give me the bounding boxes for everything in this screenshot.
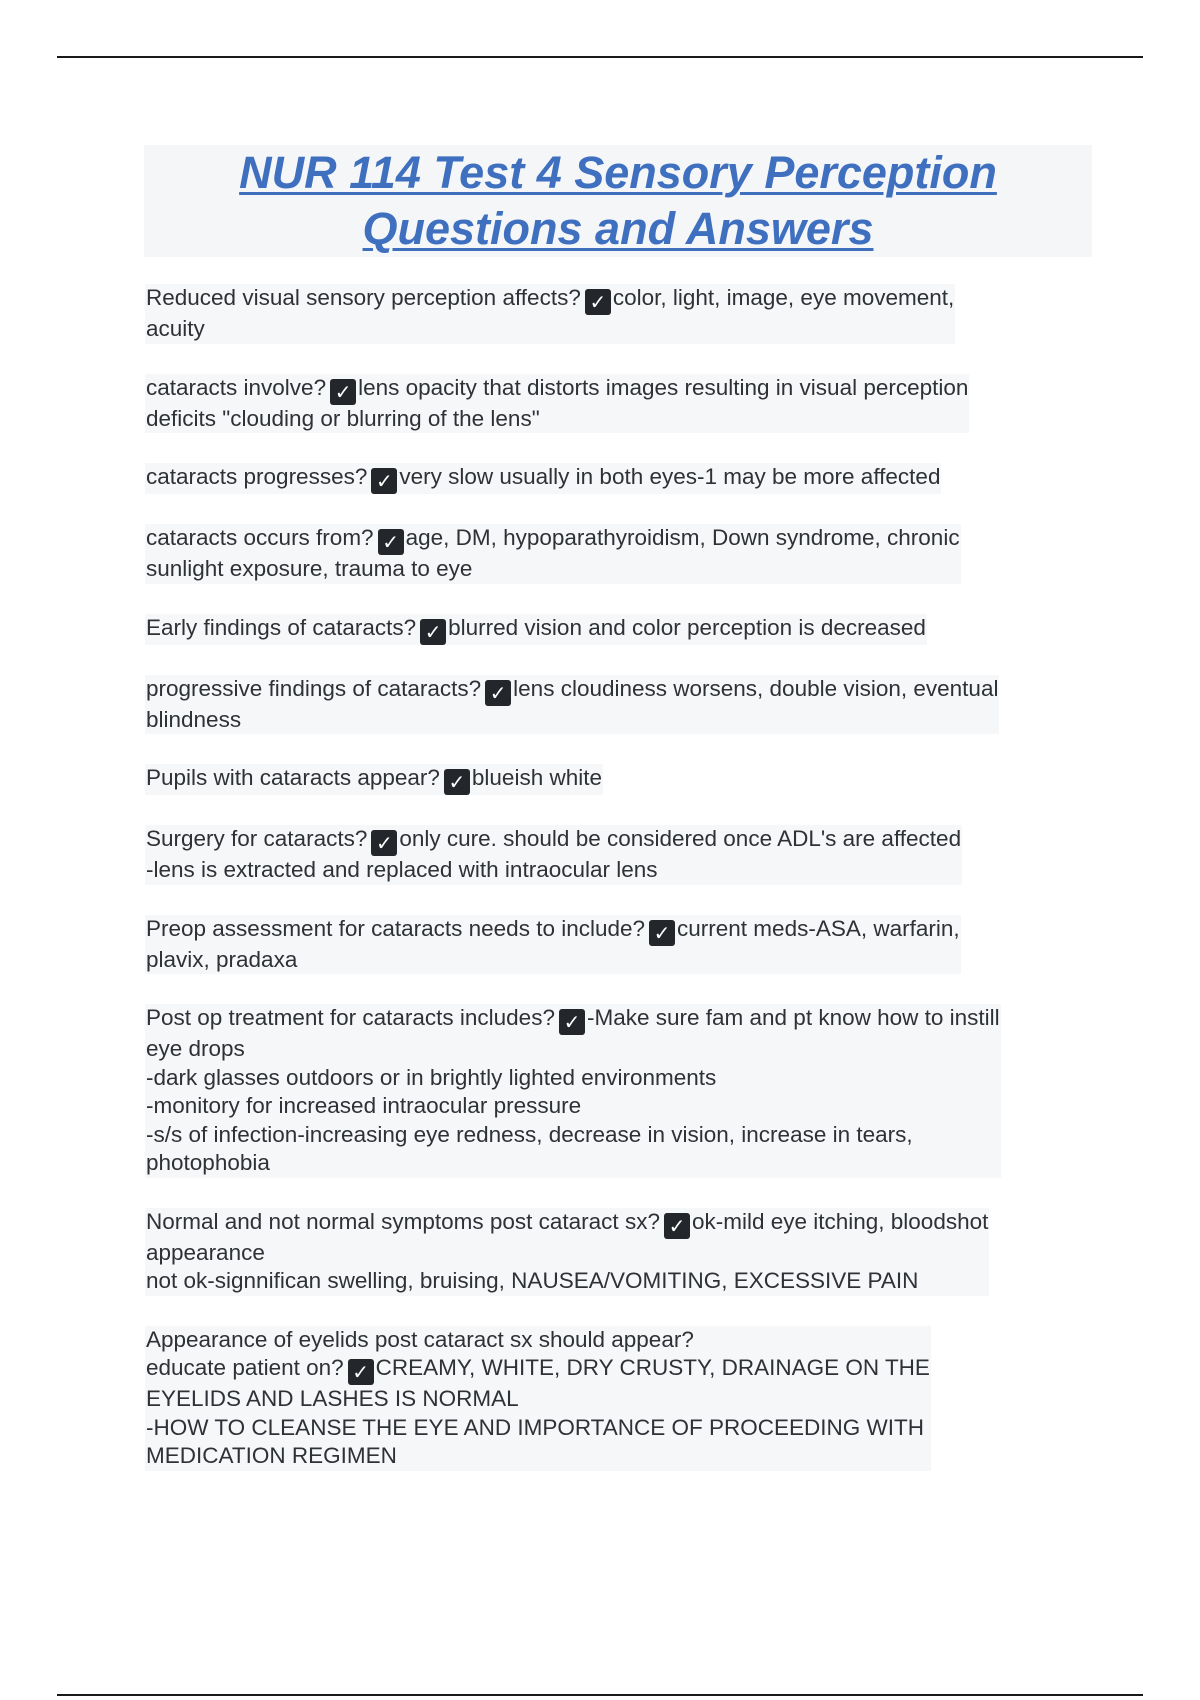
answer-line: MEDICATION REGIMEN	[146, 1443, 397, 1468]
document-title	[144, 145, 1092, 257]
question-text: cataracts progresses?	[146, 464, 368, 489]
answer-line: blindness	[146, 706, 242, 732]
question-text: cataracts involve?	[146, 374, 327, 400]
question-text: progressive findings of cataracts?	[146, 675, 482, 701]
qa-first-line	[146, 1208, 988, 1239]
check-box-icon: ✓	[585, 289, 611, 315]
answer-line: acuity	[146, 316, 205, 341]
question-text: Normal and not normal symptoms post cataract sx?	[146, 1208, 660, 1234]
answer-line: -monitory for increased intraocular pressure	[146, 1093, 582, 1118]
answer-line: -dark glasses outdoors or in brightly lighted environments	[146, 1064, 717, 1090]
qa-item	[145, 915, 961, 975]
qa-first-line	[146, 374, 968, 405]
title-line-2: Questions and Answers	[362, 203, 874, 254]
answer-line: EYELIDS AND LASHES IS NORMAL	[146, 1386, 519, 1411]
answer-line: -lens is extracted and replaced with intraocular lens	[146, 857, 658, 882]
answer-text: blueish white	[471, 765, 602, 790]
qa-item	[145, 1208, 989, 1296]
answer-text: current meds-ASA, warfarin,	[677, 915, 960, 941]
answer-text: ok-mild eye itching, bloodshot	[691, 1208, 989, 1234]
check-box-icon: ✓	[649, 920, 675, 946]
qa-first-line	[146, 524, 960, 555]
check-box-icon: ✓	[559, 1009, 585, 1035]
qa-item	[145, 284, 955, 344]
question-text: cataracts occurs from?	[146, 525, 374, 550]
answer-line: plavix, pradaxa	[146, 946, 298, 972]
question-text: Pupils with cataracts appear?	[146, 765, 440, 790]
answer-text: CREAMY, WHITE, DRY CRUSTY, DRAINAGE ON THE	[375, 1355, 930, 1380]
qa-item	[145, 374, 969, 434]
question-text: Early findings of cataracts?	[146, 614, 417, 640]
qa-first-line	[146, 915, 960, 946]
answer-line: sunlight exposure, trauma to eye	[146, 556, 473, 581]
answer-line: not ok-signnifican swelling, bruising, NAUSEA/VOMITING, EXCESSIVE PAIN	[146, 1268, 919, 1293]
title-line-1: NUR 114 Test 4 Sensory Perception	[239, 147, 997, 198]
question-text: Surgery for cataracts?	[146, 826, 368, 851]
answer-text: color, light, image, eye movement,	[612, 285, 955, 310]
answer-line: -HOW TO CLEANSE THE EYE AND IMPORTANCE OF PROCEEDING WITH	[146, 1414, 925, 1440]
check-box-icon: ✓	[371, 468, 397, 494]
check-box-icon: ✓	[485, 680, 511, 706]
qa-item	[145, 764, 603, 795]
qa-item	[145, 463, 941, 494]
answer-text: blurred vision and color perception is decreased	[448, 614, 926, 640]
check-box-icon: ✓	[330, 379, 356, 405]
qa-item	[145, 1326, 931, 1471]
qa-first-line	[146, 1354, 930, 1385]
question-text: Post op treatment for cataracts includes?	[146, 1005, 555, 1030]
qa-first-line	[146, 614, 926, 645]
qa-first-line	[146, 463, 940, 494]
qa-item	[145, 524, 961, 584]
question-lead: Appearance of eyelids post cataract sx should appear?	[146, 1326, 694, 1352]
qa-first-line	[146, 284, 954, 315]
answer-text: lens opacity that distorts images resulting in visual perception	[358, 374, 969, 400]
check-box-icon: ✓	[378, 529, 404, 555]
question-text: educate patient on?	[146, 1355, 344, 1380]
check-box-icon: ✓	[371, 830, 397, 856]
check-box-icon: ✓	[664, 1213, 690, 1239]
question-text: Preop assessment for cataracts needs to include?	[146, 915, 646, 941]
answer-line: photophobia	[146, 1150, 270, 1175]
answer-text: -Make sure fam and pt know how to instill	[586, 1005, 1000, 1030]
answer-line: eye drops	[146, 1036, 245, 1061]
qa-item	[145, 614, 927, 645]
question-text: Reduced visual sensory perception affects?	[146, 285, 581, 310]
answer-line: appearance	[146, 1239, 265, 1265]
answer-line: deficits "clouding or blurring of the lens"	[146, 405, 540, 431]
answer-text: lens cloudiness worsens, double vision, eventual	[513, 675, 999, 701]
qa-first-line	[146, 675, 998, 706]
answer-text: age, DM, hypoparathyroidism, Down syndrome, chronic	[405, 525, 960, 550]
answer-text: only cure. should be considered once ADL's are affected	[399, 826, 962, 851]
answer-line: -s/s of infection-increasing eye redness, decrease in vision, increase in tears,	[146, 1121, 913, 1147]
qa-item	[145, 675, 999, 735]
qa-first-line	[146, 1004, 1000, 1035]
qa-item	[145, 1004, 1001, 1178]
bottom-rule	[57, 1694, 1143, 1696]
qa-first-line	[146, 825, 961, 856]
qa-first-line	[146, 764, 602, 795]
top-rule	[57, 56, 1143, 58]
answer-text: very slow usually in both eyes-1 may be more affected	[399, 464, 941, 489]
check-box-icon: ✓	[444, 769, 470, 795]
qa-item	[145, 825, 962, 885]
qa-list	[145, 284, 1080, 1501]
check-box-icon: ✓	[348, 1359, 374, 1385]
check-box-icon: ✓	[420, 619, 446, 645]
